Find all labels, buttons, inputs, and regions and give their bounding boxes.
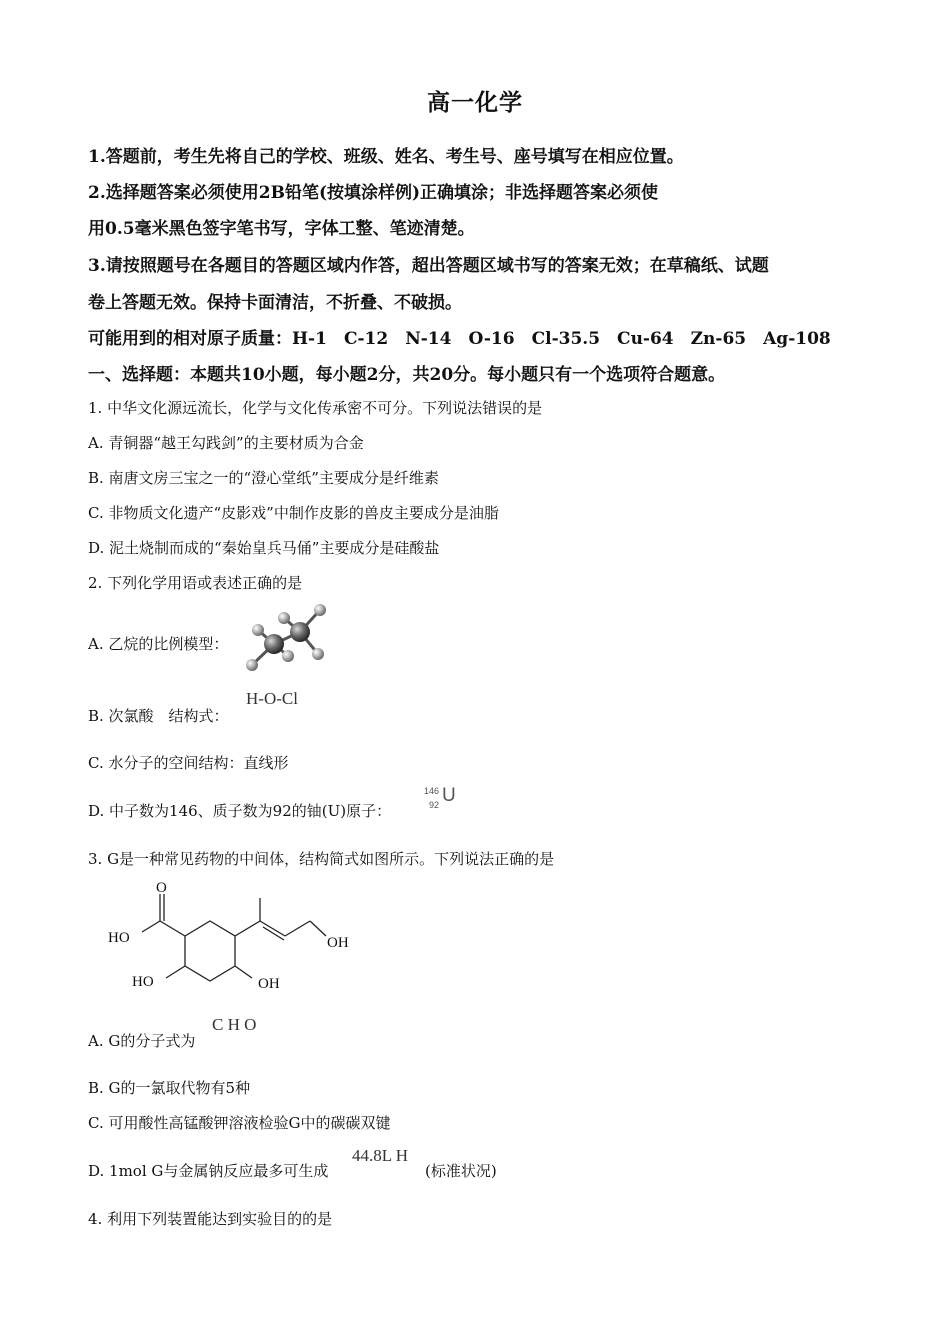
- q2-option-d: D. 中子数为146、质子数为92的铀(U)原子：: [88, 802, 392, 820]
- ethane-model-image: [236, 600, 336, 678]
- q1-option-d: D. 泥土烧制而成的“秦始皇兵马俑”主要成分是硅酸盐: [88, 539, 440, 557]
- acid-ho-label: HO: [108, 930, 130, 946]
- ring-ho-label: HO: [132, 974, 154, 990]
- atomic-masses: 可能用到的相对原子质量：H-1 C-12 N-14 O-16 Cl-35.5 Cu-64 Zn-65 Ag-108: [88, 329, 831, 349]
- g-molecular-formula: C H O: [212, 1015, 257, 1034]
- q1-option-a: A. 青铜器“越王勾践剑”的主要材质为合金: [88, 434, 364, 452]
- q2-stem: 2. 下列化学用语或表述正确的是: [88, 574, 303, 592]
- q3-option-a: A. G的分子式为: [88, 1032, 196, 1050]
- carbon-atom: [290, 622, 310, 642]
- instruction-2: 2.选择题答案必须使用2B铅笔(按填涂样例)正确填涂；非选择题答案必须使: [88, 183, 659, 203]
- carbon-atom: [264, 634, 284, 654]
- hypochlorous-structural-formula: H-O-Cl: [246, 689, 298, 708]
- ring-oh-label: OH: [258, 976, 280, 992]
- q1-option-c: C. 非物质文化遗产“皮影戏”中制作皮影的兽皮主要成分是油脂: [88, 504, 499, 522]
- section-heading: 一、选择题：本题共10小题，每小题2分，共20分。每小题只有一个选项符合题意。: [88, 365, 726, 385]
- instruction-2-cont: 用0.5毫米黑色签字笔书写，字体工整、笔迹清楚。: [88, 219, 475, 239]
- q4-stem: 4. 利用下列装置能达到实验目的的是: [88, 1210, 333, 1228]
- hydrogen-atom: [252, 624, 264, 636]
- nuclide-symbol: U: [442, 785, 456, 806]
- q3-stem: 3. G是一种常见药物的中间体，结构简式如图所示。下列说法正确的是: [88, 850, 555, 868]
- q3-option-d: D. 1mol G与金属钠反应最多可生成: [88, 1162, 329, 1180]
- instruction-1: 1.答题前，考生先将自己的学校、班级、姓名、考生号、座号填写在相应位置。: [88, 147, 684, 167]
- page-title: 高一化学: [427, 89, 523, 116]
- nuclide-mass-number: 146: [424, 786, 440, 796]
- skeleton-bonds: [142, 894, 326, 981]
- q3-option-c: C. 可用酸性高锰酸钾溶液检验G中的碳碳双键: [88, 1114, 391, 1132]
- compound-g-structure: [100, 876, 370, 1000]
- instruction-3-cont: 卷上答题无效。保持卡面清洁，不折叠、不破损。: [88, 293, 462, 313]
- q2-option-a: A. 乙烷的比例模型：: [88, 635, 229, 653]
- hydrogen-atom: [246, 659, 258, 671]
- carbonyl-o-label: O: [156, 880, 167, 896]
- q2-option-c: C. 水分子的空间结构：直线形: [88, 754, 289, 772]
- q1-stem: 1. 中华文化源远流长，化学与文化传承密不可分。下列说法错误的是: [88, 399, 543, 417]
- instruction-3: 3.请按照题号在各题目的答题区域内作答，超出答题区域书写的答案无效；在草稿纸、试题: [88, 256, 769, 276]
- q3-option-b: B. G的一氯取代物有5种: [88, 1079, 251, 1097]
- hydrogen-atom: [314, 604, 326, 616]
- q3-option-d-condition: (标准状况): [425, 1162, 497, 1180]
- hydrogen-volume: 44.8L H: [352, 1146, 409, 1165]
- hydrogen-atom: [312, 648, 324, 660]
- hydrogen-atom: [282, 650, 294, 662]
- q2-option-b: B. 次氯酸 结构式：: [88, 707, 229, 725]
- hydrogen-atom: [278, 612, 290, 624]
- nuclide-atomic-number: 92: [429, 800, 440, 810]
- terminal-oh-label: OH: [327, 935, 349, 951]
- q1-option-b: B. 南唐文房三宝之一的“澄心堂纸”主要成分是纤维素: [88, 469, 439, 487]
